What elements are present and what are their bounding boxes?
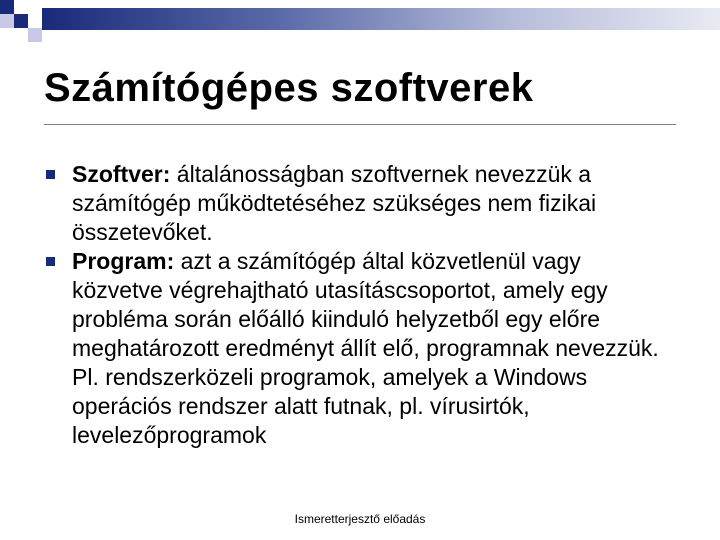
bullet-term: Szoftver: xyxy=(72,161,171,187)
slide-title: Számítógépes szoftverek xyxy=(44,66,534,110)
corner-square-dark xyxy=(0,0,14,14)
corner-square-white-3 xyxy=(28,14,42,28)
square-bullet-icon xyxy=(46,257,55,266)
header-gradient-bar xyxy=(42,8,720,30)
bullet-list xyxy=(0,160,720,450)
corner-square-white xyxy=(14,0,28,14)
corner-square-light xyxy=(0,14,14,28)
bullet-text: azt a számítógép által közvetlenül vagy közvetve végrehajtható utasításcsoportot, amely egy probléma során előálló kiinduló helyzetből egy előre meghatározott eredményt állít elő, programnak nevezzük. Pl. rendszerközeli programok, amelyek a Windows operációs rendszer alatt futnak, pl. vírusirtók, levelezőprogramok xyxy=(72,248,659,448)
bullet-term: Program: xyxy=(72,248,175,274)
square-bullet-icon xyxy=(46,170,55,179)
corner-square-white-4 xyxy=(14,28,28,42)
corner-square-light-2 xyxy=(28,28,42,42)
corner-square-white-2 xyxy=(28,0,42,14)
slide-footer: Ismeretterjesztő előadás xyxy=(294,512,426,526)
title-divider xyxy=(44,124,676,125)
bullet-item-szoftver xyxy=(0,160,672,247)
corner-square-dark-2 xyxy=(14,14,28,28)
bullet-text: általánosságban szoftvernek nevezzük a számítógép működtetéséhez szükséges nem fizikai összetevőket. xyxy=(72,161,597,245)
bullet-item-program xyxy=(0,247,672,450)
